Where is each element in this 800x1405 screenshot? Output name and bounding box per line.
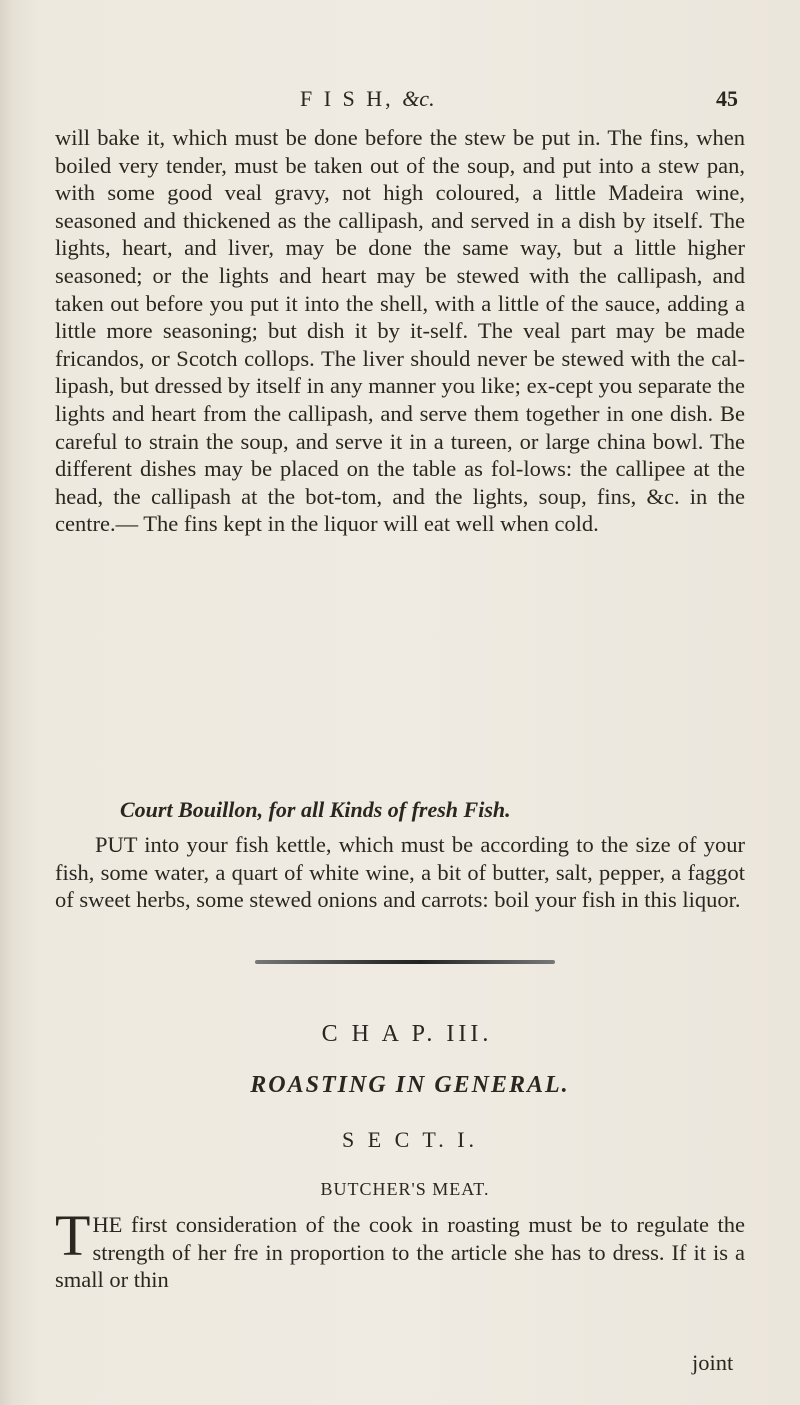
chapter-title: ROASTING IN GENERAL.	[250, 1072, 570, 1098]
section-paragraph	[55, 1203, 745, 1294]
chapter-number: C H A P. III.	[321, 1021, 493, 1047]
section-paragraph-body	[55, 1203, 745, 1294]
section-title: BUTCHER'S MEAT.	[320, 1179, 490, 1199]
section-paragraph-text: HE first consideration of the cook in roasting must be to regulate the strength of her fre in proportion to the article she has to dress. If it is a small or thin	[55, 1212, 745, 1293]
section-divider	[255, 960, 555, 964]
recipe-body: PUT into your fish kettle, which must be according to the size of your fish, some water, a quart of white wine, a bit of butter, salt, pepper, a faggot of sweet herbs, some stewed onions and carrots: boil your fish in this liquor.	[55, 832, 745, 913]
running-head-title: F I S H,	[300, 86, 394, 111]
running-head	[300, 86, 435, 112]
continued-paragraph-text: will bake it, which must be done before the stew be put in. The fins, when boiled very tender, must be taken out of the soup, and put into a stew pan, with some good veal gravy, not high coloured, a little Madeira wine, seasoned and thickened as the callipash, and served in a dish by itself. The lights, heart, and liver, may be done the same way, but a little higher seasoned; or the lights and heart may be stewed with the callipash, and taken out before you put it into the shell, with a little of the sauce, adding a little more seasoning; but dish it by it-self. The veal part may be made fricandos, or Scotch collops. The liver should never be stewed with the cal-lipash, but dressed by itself in any manner you like; ex-cept you separate the lights and heart from the callipash, and serve them together in one dish. Be careful to strain the soup, and serve it in a tureen, or large china bowl. The different dishes may be placed on the table as fol-lows: the callipee at the head, the callipash at the bot-tom, and the lights, soup, fins, &c. in the centre.— The fins kept in the liquor will eat well when cold.	[55, 125, 745, 537]
catchword: joint	[692, 1350, 734, 1375]
drop-cap: T	[55, 1203, 91, 1268]
recipe-title: Court Bouillon, for all Kinds of fresh Fish.	[120, 797, 511, 822]
running-head-etc: &c.	[402, 86, 435, 111]
continued-paragraph	[55, 124, 745, 538]
page-header	[0, 86, 800, 116]
recipe-paragraph	[55, 831, 745, 914]
section-number: S E C T. I.	[341, 1127, 479, 1152]
page-number: 45	[716, 86, 738, 111]
